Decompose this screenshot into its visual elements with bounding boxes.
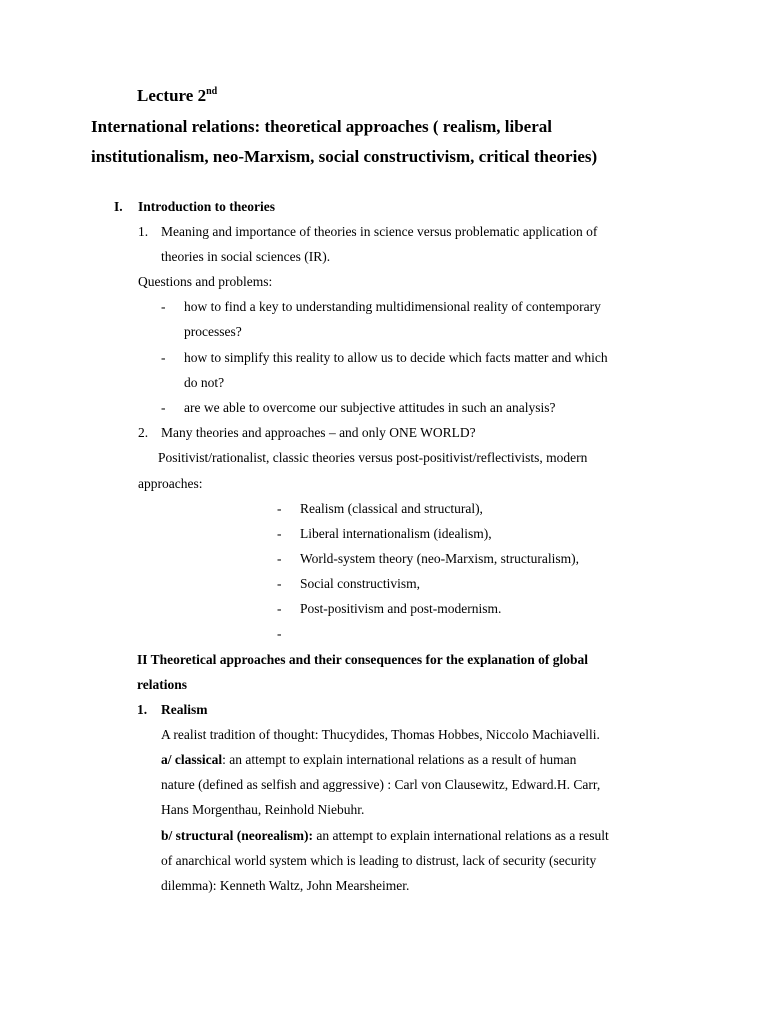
approach-item: Realism (classical and structural), xyxy=(300,501,483,516)
approach-item: Post-positivism and post-modernism. xyxy=(300,601,502,616)
item-2-text: Many theories and approaches – and only ONE WORLD? xyxy=(161,425,476,440)
heading-line-1: International relations: theoretical approaches ( realism, liberal xyxy=(91,117,553,136)
lecture-title xyxy=(137,86,217,106)
classical-line-1 xyxy=(161,752,576,768)
structural-line-2: of anarchical world system which is leading to distrust, lack of security (security xyxy=(161,853,597,868)
positivist-line-1: Positivist/rationalist, classic theories versus post-positivist/reflectivists, modern xyxy=(158,450,588,465)
question-2-line-2: do not? xyxy=(184,375,225,390)
structural-line-1 xyxy=(161,828,609,844)
item-2-number: 2. xyxy=(138,425,149,440)
classical-line-1-rest: : an attempt to explain international relations as a result of human xyxy=(222,752,577,767)
question-dash: - xyxy=(161,400,166,415)
section-1-title: Introduction to theories xyxy=(138,199,275,214)
approach-dash: - xyxy=(277,501,282,516)
structural-label: b/ structural (neorealism): xyxy=(161,828,313,843)
questions-label: Questions and problems: xyxy=(138,274,273,289)
structural-line-1-rest: an attempt to explain international relations as a result xyxy=(312,828,609,843)
question-dash: - xyxy=(161,350,166,365)
section-2-title-line-2: relations xyxy=(137,677,187,692)
approach-item: Social constructivism, xyxy=(300,576,420,591)
realism-tradition: A realist tradition of thought: Thucydides, Thomas Hobbes, Niccolo Machiavelli. xyxy=(161,727,600,742)
item-1-number: 1. xyxy=(138,224,149,239)
approach-dash: - xyxy=(277,576,282,591)
classical-line-2: nature (defined as selfish and aggressive) : Carl von Clausewitz, Edward.H. Carr, xyxy=(161,777,601,792)
question-1-line-1: how to find a key to understanding multidimensional reality of contemporary xyxy=(184,299,601,314)
item-1-line-1: Meaning and importance of theories in science versus problematic application of xyxy=(161,224,598,239)
approach-item: Liberal internationalism (idealism), xyxy=(300,526,492,541)
approach-item: World-system theory (neo-Marxism, structuralism), xyxy=(300,551,579,566)
approach-dash: - xyxy=(277,626,282,641)
structural-line-3: dilemma): Kenneth Waltz, John Mearsheimer. xyxy=(161,878,410,893)
classical-label: a/ classical xyxy=(161,752,223,767)
approach-dash: - xyxy=(277,526,282,541)
question-2-line-1: how to simplify this reality to allow us to decide which facts matter and which xyxy=(184,350,608,365)
question-dash: - xyxy=(161,299,166,314)
classical-line-3: Hans Morgenthau, Reinhold Niebuhr. xyxy=(161,802,365,817)
approach-dash: - xyxy=(277,551,282,566)
question-1-line-2: processes? xyxy=(184,324,242,339)
positivist-line-2: approaches: xyxy=(138,476,203,491)
section-1-numeral: I. xyxy=(114,199,123,214)
question-3-line-1: are we able to overcome our subjective attitudes in such an analysis? xyxy=(184,400,556,415)
section-2-title-line-1: II Theoretical approaches and their consequences for the explanation of global xyxy=(137,652,589,667)
realism-number: 1. xyxy=(137,702,148,717)
approach-dash: - xyxy=(277,601,282,616)
lecture-title-text: Lecture 2 xyxy=(137,86,207,105)
realism-title: Realism xyxy=(161,702,208,717)
heading-line-2: institutionalism, neo-Marxism, social constructivism, critical theories) xyxy=(91,147,598,166)
item-1-line-2: theories in social sciences (IR). xyxy=(161,249,331,264)
lecture-title-superscript: nd xyxy=(206,86,218,97)
